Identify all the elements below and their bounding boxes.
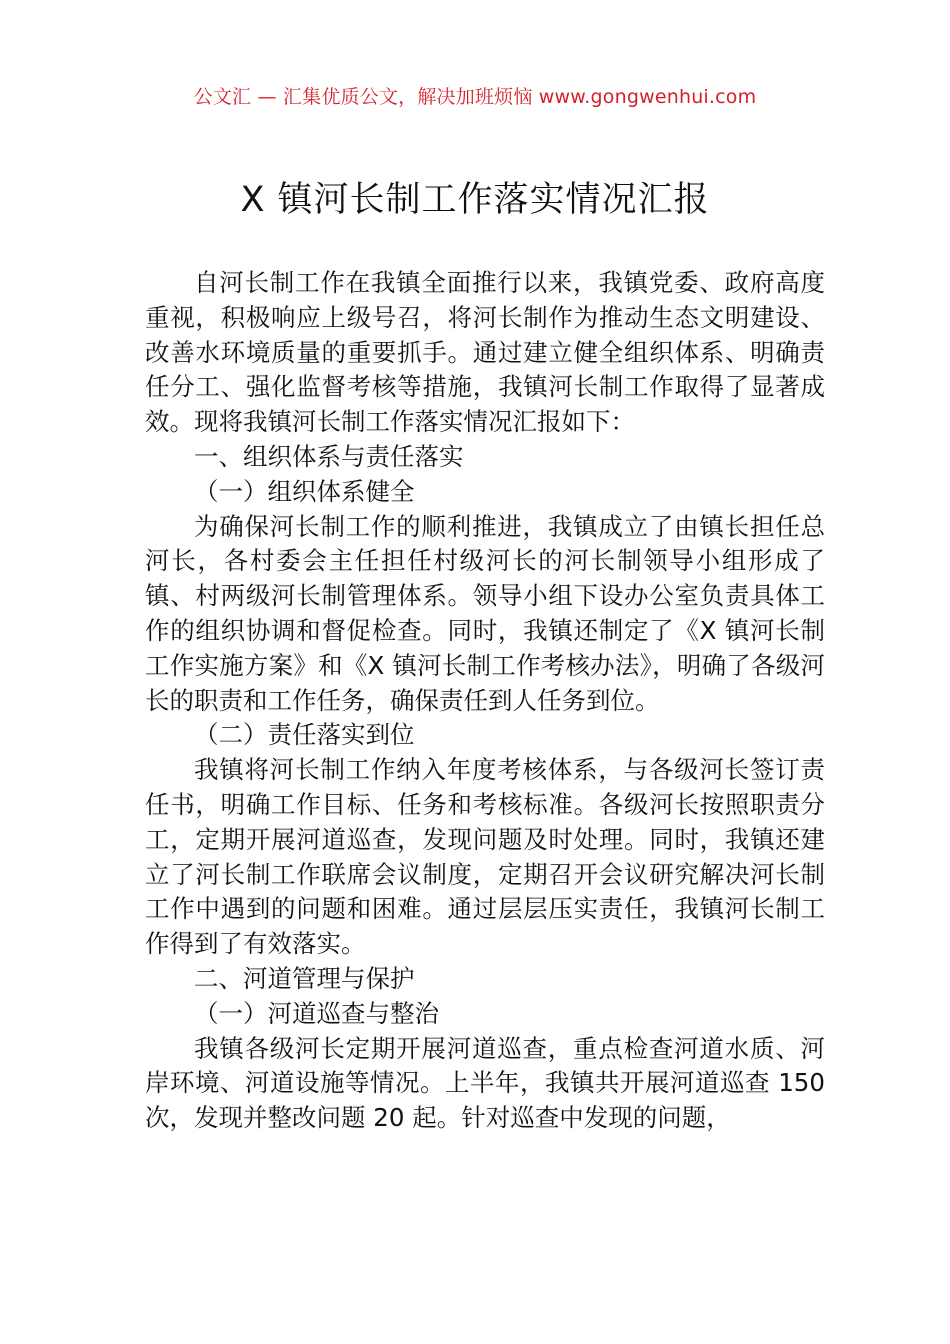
body-paragraph: 我镇各级河长定期开展河道巡查，重点检查河道水质、河岸环境、河道设施等情况。上半年，我镇共开展河道巡查 150 次，发现并整改问题 20 起。针对巡查中发现的问题， <box>145 1033 825 1133</box>
subsection-heading: （一）组织体系健全 <box>194 476 415 506</box>
section-heading: 二、河道管理与保护 <box>194 963 415 993</box>
intro-paragraph: 自河长制工作在我镇全面推行以来，我镇党委、政府高度重视，积极响应上级号召，将河长制作为推动生态文明建设、改善水环境质量的重要抓手。通过建立健全组织体系、明确责任分工、强化监督考核等措施，我镇河长制工作取得了显著成效。现将我镇河长制工作落实情况汇报如下： <box>145 268 825 437</box>
subsection-heading: （一）河道巡查与整治 <box>194 998 439 1028</box>
site-header-banner[interactable]: 公文汇 — 汇集优质公文，解决加班烦恼 www.gongwenhui.com <box>193 86 757 108</box>
document-body <box>145 266 825 1136</box>
subsection-heading: （二）责任落实到位 <box>194 720 415 750</box>
body-paragraph: 我镇将河长制工作纳入年度考核体系，与各级河长签订责任书，明确工作目标、任务和考核标准。各级河长按照职责分工，定期开展河道巡查，发现问题及时处理。同时，我镇还建立了河长制工作联席会议制度，定期召开会议研究解决河长制工作中遇到的问题和困难。通过层层压实责任，我镇河长制工作得到了有效落实。 <box>145 755 825 959</box>
body-paragraph: 为确保河长制工作的顺利推进，我镇成立了由镇长担任总河长，各村委会主任担任村级河长的河长制领导小组形成了镇、村两级河长制管理体系。领导小组下设办公室负责具体工作的组织协调和督促检查。同时，我镇还制定了《X 镇河长制工作实施方案》和《X 镇河长制工作考核办法》，明确了各级河长的职责和工作任务，确保责任到人任务到位。 <box>145 511 825 715</box>
section-heading: 一、组织体系与责任落实 <box>194 441 464 471</box>
document-title: X 镇河长制工作落实情况汇报 <box>240 180 710 220</box>
